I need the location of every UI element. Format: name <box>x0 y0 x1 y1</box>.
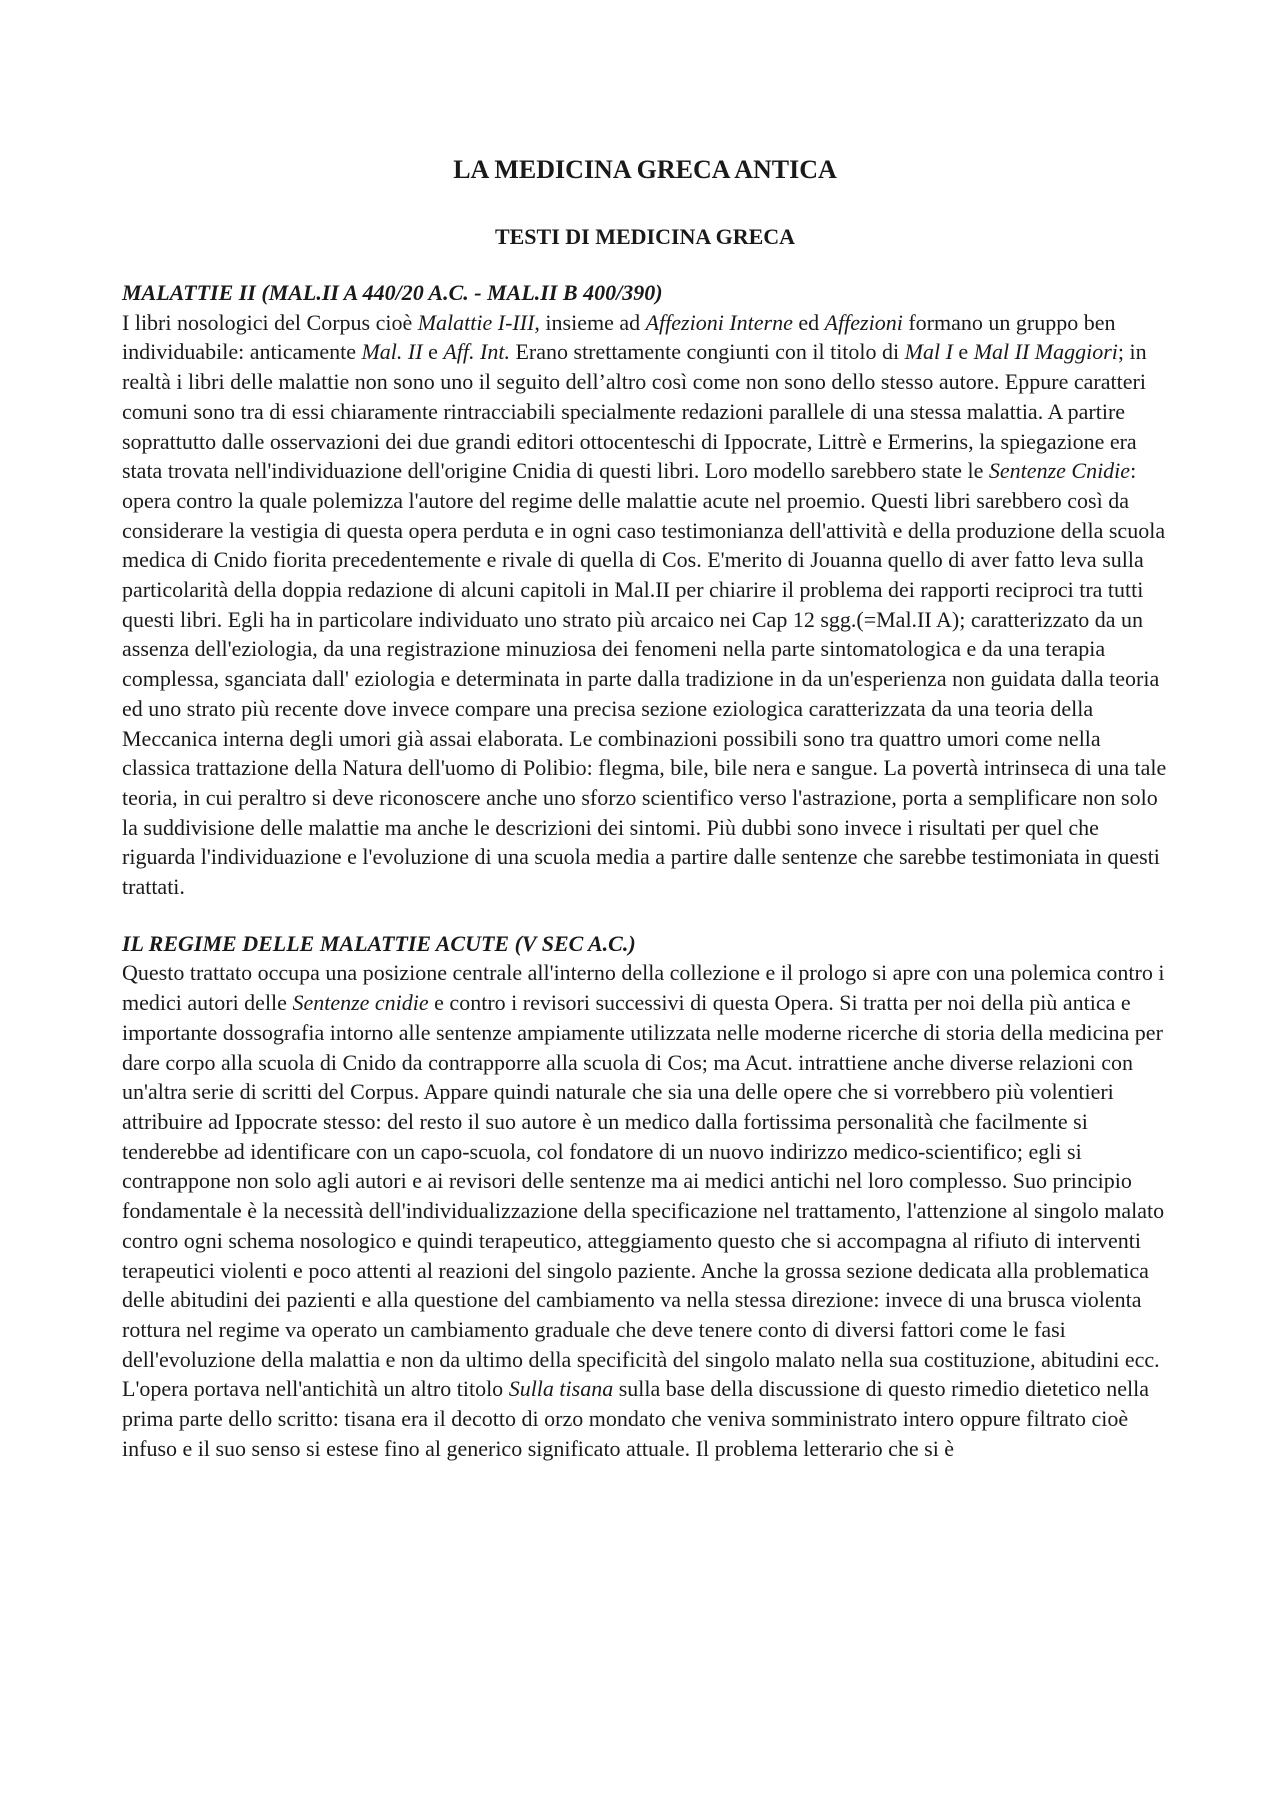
body-text: e <box>952 339 974 365</box>
section-paragraph <box>122 308 1168 902</box>
body-text: formano un gruppo ben individuabile: anticamente <box>122 309 1116 365</box>
italic-text: Mal II Maggiori <box>973 339 1118 365</box>
body-text: I libri nosologici del Corpus cioè <box>122 309 418 335</box>
section-heading: IL REGIME DELLE MALATTIE ACUTE (V SEC A.C.) <box>122 930 636 956</box>
section-regime-malattie-acute <box>122 929 1168 1464</box>
page-title: LA MEDICINA GRECA ANTICA <box>453 155 837 184</box>
body-text: , insieme ad <box>534 309 646 335</box>
body-text: Questo trattato occupa una posizione centrale all'interno della collezione e il prologo si apre con una polemica contro i medici autori delle <box>122 960 1165 1016</box>
body-text: e <box>422 339 444 365</box>
body-text: Erano strettamente congiunti con il titolo di <box>509 339 905 365</box>
italic-text: Sentenze Cnidie <box>988 458 1131 484</box>
page-content <box>122 152 1168 1463</box>
italic-text: Sentenze cnidie <box>292 990 429 1016</box>
page-subtitle: TESTI DI MEDICINA GRECA <box>494 224 796 249</box>
section-heading: MALATTIE II (MAL.II A 440/20 A.C. - MAL.II B 400/390) <box>122 280 663 305</box>
italic-text: Affezioni <box>824 309 903 335</box>
italic-text: Affezioni Interne <box>645 309 793 335</box>
body-text: e contro i revisori successivi di questa Opera. Si tratta per noi della più antica e importante dossografia intorno alle sentenze ampiamente utilizzata nelle moderne ricerche di storia della medicina per dare corpo alla scuola di Cnido da contrapporre alla scuola di Cos; ma Acut. intrattiene anche diverse relazioni con un'altra serie di scritti del Corpus. Appare quindi naturale che sia una delle opere che si vorrebbero più volentieri attribuire ad Ippocrate stesso: del resto il suo autore è un medico dalla fortissima personalità che facilmente si tenderebbe ad identificare con un capo-scuola, col fondatore di un nuovo indirizzo medico-scientifico; egli si contrappone non solo agli autori e ai revisori delle sentenze ma ai medici antichi nel loro complesso. Suo principio fondamentale è la necessità dell'individualizzazione della specificazione nel trattamento, l'attenzione al singolo malato contro ogni schema nosologico e quindi terapeutico, atteggiamento questo che si accompagna al rifiuto di interventi terapeutici violenti e poco attenti al reazioni del singolo paziente. Anche la grossa sezione dedicata alla problematica delle abitudini dei pazienti e alla questione del cambiamento va nella stessa direzione: invece di una brusca violenta rottura nel regime va operato un cambiamento graduale che deve tenere conto di diversi fattori come le fasi dell'evoluzione della malattia e non da ultimo della specificità del singolo malato nella sua costituzione, abitudini ecc. L'opera portava nell'antichità un altro titolo <box>122 990 1165 1402</box>
italic-text: Aff. Int. <box>443 339 510 365</box>
body-text: sulla base della discussione di questo rimedio dietetico nella prima parte dello scritto: tisana era il decotto di orzo mondato che veniva somministrato intero oppure filtrato cioè infuso e il suo senso si estese fino al generico significato attuale. Il problema letterario che si è <box>122 1376 1150 1461</box>
section-malattie-ii <box>122 278 1168 902</box>
body-text: ; in realtà i libri delle malattie non sono uno il seguito dell’altro così come non sono dello stesso autore. Eppure caratteri comuni sono tra di essi chiaramente rintracciabili specialmente redazioni parallele di una stessa malattia. A partire soprattutto dalle osservazioni dei due grandi editori ottocenteschi di Ippocrate, Littrè e Ermerins, la spiegazione era stata trovata nell'individuazione dell'origine Cnidia di questi libri. Loro modello sarebbero state le <box>122 339 1147 484</box>
italic-text: Mal. II <box>361 339 423 365</box>
italic-text: Malattie I-III <box>417 309 535 335</box>
body-text: : opera contro la quale polemizza l'autore del regime delle malattie acute nel proemio. Questi libri sarebbero così da considerare la vestigia di questa opera perduta e in ogni caso testimonianza dell'attività e della produzione della scuola medica di Cnido fiorita precedentemente e rivale di quella di Cos. E'merito di Jouanna quello di aver fatto leva sulla particolarità della doppia redazione di alcuni capitoli in Mal.II per chiarire il problema dei rapporti reciproci tra tutti questi libri. Egli ha in particolare individuato uno strato più arcaico nei Cap 12 sgg.(=Mal.II A); caratterizzato da un assenza dell'eziologia, da una registrazione minuziosa dei fenomeni nella parte sintomatologica e da una terapia complessa, sganciata dall' eziologia e determinata in parte dalla tradizione in da un'esperienza non guidata dalla teoria ed uno strato più recente dove invece compare una precisa sezione eziologica caratterizzata da una teoria della Meccanica interna degli umori già assai elaborata. Le combinazioni possibili sono tra quattro umori come nella classica trattazione della Natura dell'uomo di Polibio: flegma, bile, bile nera e sangue. La povertà intrinseca di una tale teoria, in cui peraltro si deve riconoscere anche uno sforzo scientifico verso l'astrazione, porta a semplificare non solo la suddivisione delle malattie ma anche le descrizioni dei sintomi. Più dubbi sono invece i risultati per quel che riguarda l'individuazione e l'evoluzione di una scuola media a partire dalle sentenze che sarebbe testimoniata in questi trattati. <box>122 458 1167 900</box>
section-paragraph <box>122 958 1168 1463</box>
italic-text: Sulla tisana <box>508 1376 614 1402</box>
body-text: ed <box>792 309 825 335</box>
italic-text: Mal I <box>904 339 953 365</box>
